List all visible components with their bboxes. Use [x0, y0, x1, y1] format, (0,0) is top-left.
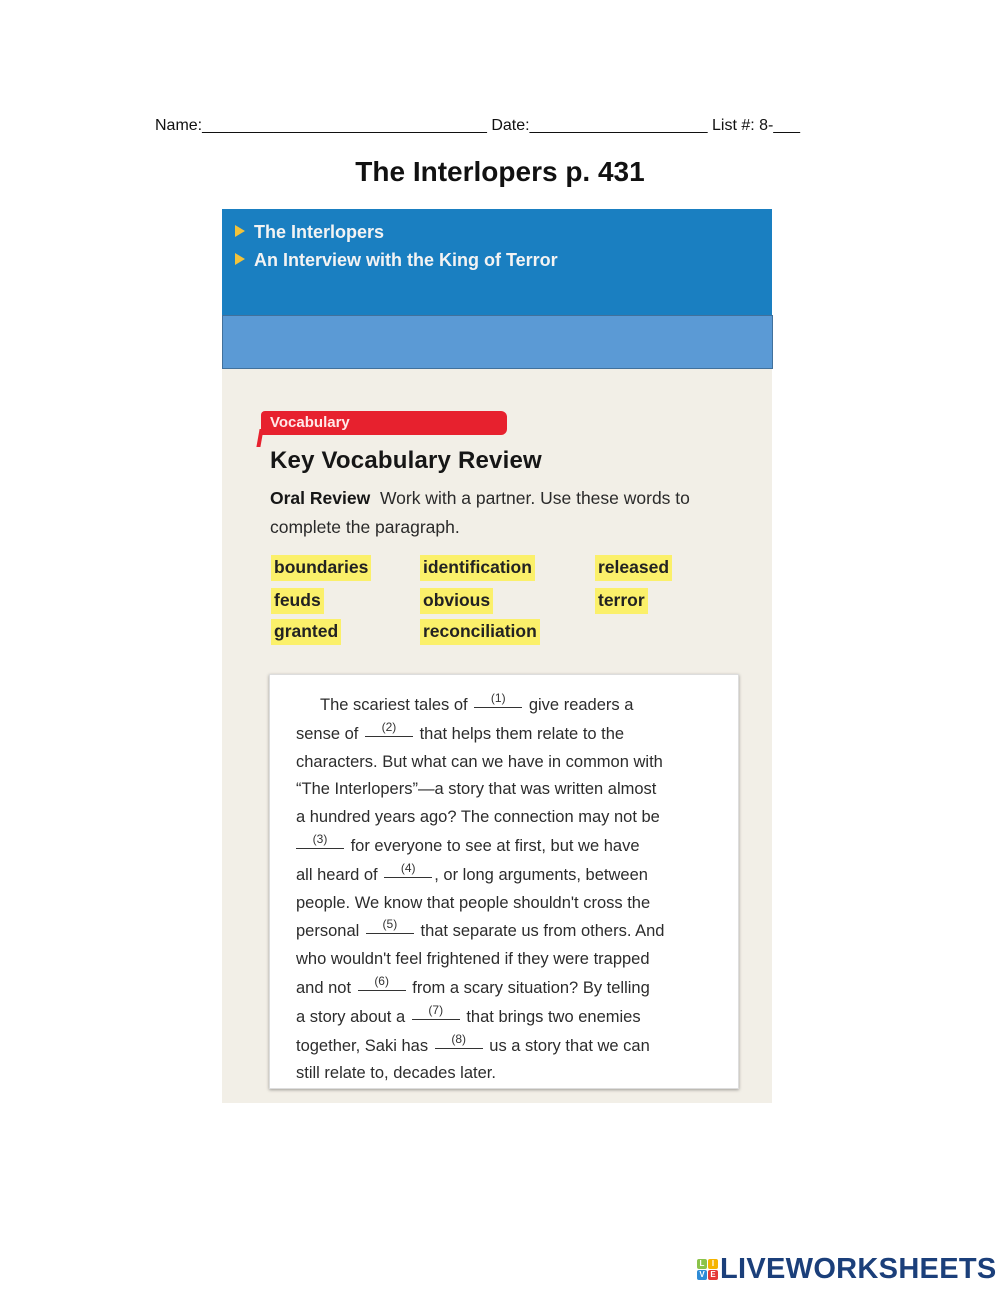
blank-7[interactable]: (7): [412, 1003, 460, 1020]
word-bank-item: feuds: [271, 588, 324, 614]
name-field[interactable]: ________________________________: [202, 117, 487, 134]
cloze-paragraph-box: [269, 674, 739, 1089]
word-bank-item: granted: [271, 619, 341, 645]
list-field[interactable]: ___: [773, 117, 801, 134]
word-bank-item: terror: [595, 588, 648, 614]
liveworksheets-logo: [697, 1254, 997, 1284]
blank-8[interactable]: (8): [435, 1032, 483, 1049]
logo-text: LIVEWORKSHEETS: [720, 1252, 997, 1285]
paragraph-line: characters. But what can we have in common with: [296, 752, 663, 771]
paragraph-line: together, Saki has (8) us a story that we can: [296, 1031, 650, 1055]
word-bank-item: reconciliation: [420, 619, 540, 645]
blank-6[interactable]: (6): [358, 974, 406, 991]
blank-1[interactable]: (1): [474, 691, 522, 708]
student-info-line: [155, 117, 800, 135]
paragraph-line: who wouldn't feel frightened if they were trapped: [296, 950, 650, 969]
blank-3[interactable]: (3): [296, 832, 344, 849]
triangle-bullet-icon: [235, 253, 245, 265]
blank-5[interactable]: (5): [366, 917, 414, 934]
blank-4[interactable]: (4): [384, 861, 432, 878]
word-bank-item: released: [595, 555, 672, 581]
paragraph-line: The scariest tales of (1) give readers a: [320, 691, 634, 714]
logo-grid-icon: L I V E: [697, 1259, 718, 1280]
selection-banner: [222, 209, 772, 315]
banner-item-interlopers: The Interlopers: [235, 222, 384, 243]
paragraph-line: people. We know that people shouldn't cross the: [296, 893, 651, 912]
paragraph-line: personal (5) that separate us from others. And: [296, 917, 665, 941]
instructions-bold: Oral Review: [270, 488, 371, 508]
paragraph-line: still relate to, decades later.: [296, 1064, 496, 1083]
paragraph-line: a story about a (7) that brings two enemies: [296, 1002, 641, 1026]
vocabulary-tab-label: Vocabulary: [270, 414, 350, 431]
paragraph-line: and not (6) from a scary situation? By telling: [296, 973, 650, 997]
vocabulary-tab: [261, 411, 507, 435]
paragraph-line: sense of (2) that helps them relate to the: [296, 719, 625, 743]
instructions-text: Work with a partner. Use these words to complete the paragraph.: [270, 488, 690, 537]
date-field[interactable]: ____________________: [529, 117, 708, 134]
cover-box-answer-area[interactable]: [222, 315, 773, 369]
name-label: Name:: [155, 117, 203, 134]
date-label: Date:: [491, 117, 530, 134]
triangle-bullet-icon: [235, 225, 245, 237]
list-label: List #: 8-: [712, 117, 774, 134]
word-bank-item: boundaries: [271, 555, 371, 581]
paragraph-line: (3) for everyone to see at first, but we have: [296, 832, 736, 861]
banner-item-interview: An Interview with the King of Terror: [235, 250, 558, 271]
word-bank-item: identification: [420, 555, 535, 581]
section-title: Key Vocabulary Review: [270, 447, 542, 474]
blank-2[interactable]: (2): [365, 720, 413, 737]
paragraph-line: all heard of (4) , or long arguments, between: [296, 860, 648, 884]
paragraph-line: “The Interlopers”—a story that was written almost: [296, 780, 657, 799]
page-title: The Interlopers p. 431: [355, 156, 645, 187]
instructions: [270, 484, 750, 542]
paragraph-line: a hundred years ago? The connection may not be: [296, 808, 660, 827]
cloze-paragraph: [296, 691, 736, 1088]
word-bank-item: obvious: [420, 588, 493, 614]
